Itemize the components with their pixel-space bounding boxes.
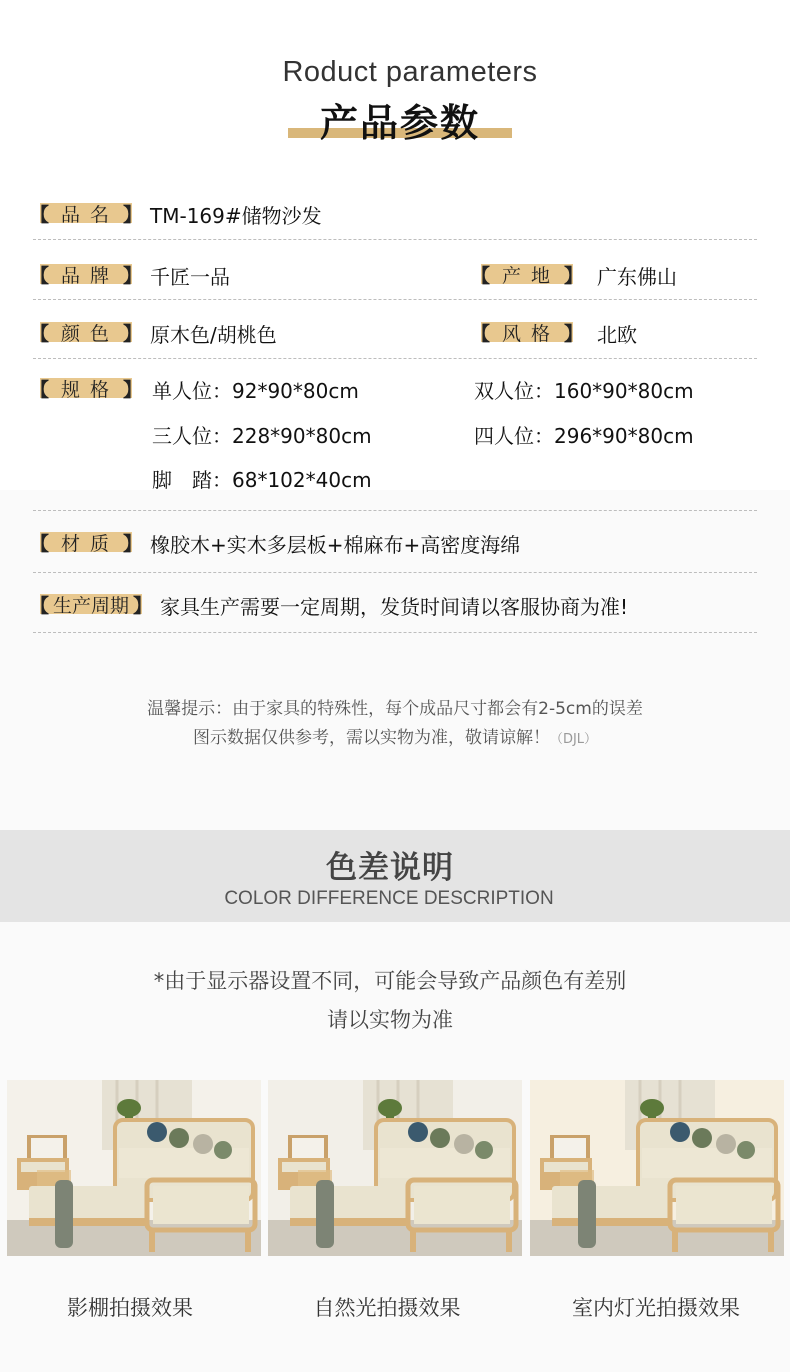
sofa-photo-studio (7, 1080, 261, 1256)
value-brand: 千匠一品 (150, 265, 230, 289)
caption-natural-light: 自然光拍摄效果 (313, 1296, 461, 1320)
tip-line-2: 图示数据仅供参考，需以实物为准，敬请谅解！（DJL） (192, 728, 598, 748)
value-origin: 广东佛山 (597, 265, 677, 289)
divider (33, 358, 757, 359)
label-material: 【 材 质 】 (30, 532, 142, 555)
sofa-photo-indoor-light (530, 1080, 784, 1256)
value-color: 原木色/胡桃色 (150, 323, 277, 347)
color-diff-title-zh: 色差说明 (326, 850, 454, 886)
color-diff-note-1: *由于显示器设置不同，可能会导致产品颜色有差别 (153, 969, 627, 993)
sofa-photo-natural-light (268, 1080, 522, 1256)
title-zh: 产品参数 (319, 101, 480, 145)
label-brand: 【 品 牌 】 (30, 264, 142, 287)
value-material: 橡胶木+实木多层板+棉麻布+高密度海绵 (150, 533, 521, 557)
value-cycle: 家具生产需要一定周期，发货时间请以客服协商为准! (160, 595, 629, 619)
spec-triple-seat: 三人位：228*90*80cm (152, 424, 372, 448)
caption-indoor-light: 室内灯光拍摄效果 (572, 1296, 740, 1320)
divider (33, 239, 757, 240)
value-name: TM-169#储物沙发 (150, 204, 322, 228)
divider (33, 632, 757, 633)
spec-quad-seat: 四人位：296*90*80cm (474, 424, 694, 448)
divider (33, 510, 757, 511)
color-diff-note-2: 请以实物为准 (327, 1008, 453, 1032)
value-style: 北欧 (597, 323, 637, 347)
label-color: 【 颜 色 】 (30, 322, 142, 345)
divider (33, 299, 757, 300)
spec-double-seat: 双人位：160*90*80cm (474, 379, 694, 403)
divider (33, 572, 757, 573)
spec-single-seat: 单人位：92*90*80cm (152, 379, 359, 403)
tip-code: （DJL） (549, 732, 598, 747)
label-spec: 【 规 格 】 (30, 378, 142, 401)
title-en: Roduct parameters (282, 56, 538, 88)
label-cycle: 【 生产周期 】 (30, 594, 152, 617)
tip-line-1: 温馨提示：由于家具的特殊性，每个成品尺寸都会有2-5cm的误差 (147, 699, 643, 719)
title-zh-block (288, 92, 512, 145)
spec-footstool: 脚 踏：68*102*40cm (152, 468, 372, 492)
label-style: 【 风 格 】 (471, 322, 583, 345)
label-name: 【 品 名 】 (30, 203, 142, 226)
caption-studio: 影棚拍摄效果 (67, 1296, 193, 1320)
label-origin: 【 产 地 】 (471, 264, 583, 287)
color-diff-title-en: COLOR DIFFERENCE DESCRIPTION (224, 888, 554, 909)
